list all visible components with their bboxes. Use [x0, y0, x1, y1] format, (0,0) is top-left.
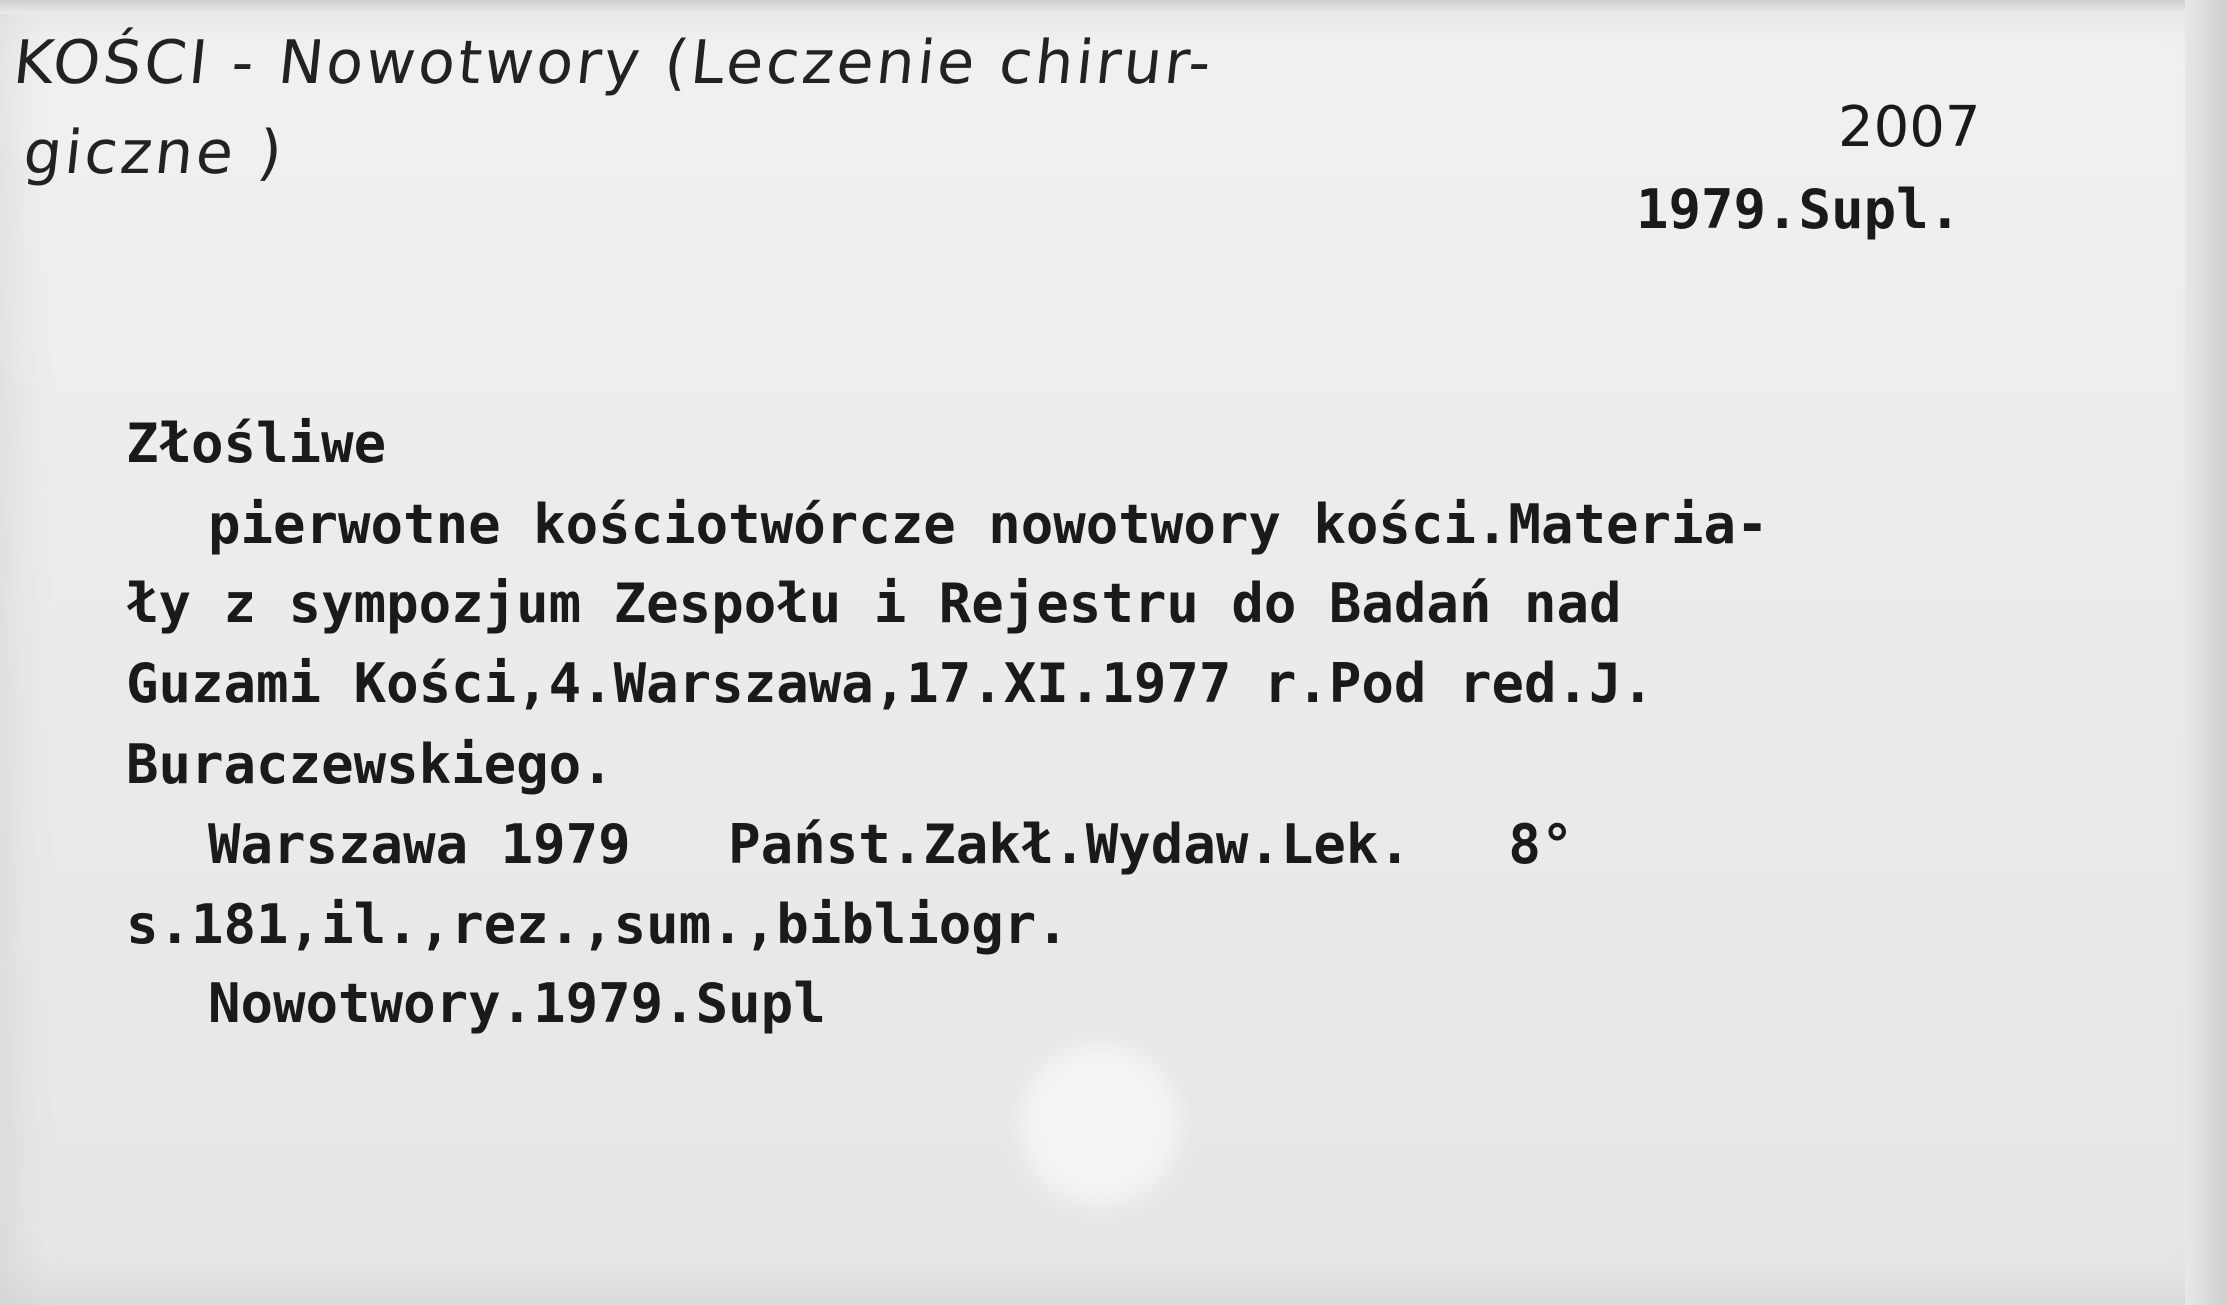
entry-line-3: Guzami Kości,4.Warszawa,17.XI.1977 r.Pod red.J.: [126, 652, 1655, 715]
entry-line-7: Nowotwory.1979.Supl: [208, 972, 826, 1035]
paper-light-spot: [1020, 1045, 1180, 1205]
heading-line-1: KOŚCI - Nowotwory (Leczenie chirur-: [10, 28, 1218, 98]
subject-heading: Złośliwe: [126, 412, 387, 475]
entry-line-2: ły z sympozjum Zespołu i Rejestru do Badań nad: [126, 572, 1622, 635]
entry-line-4: Buraczewskiego.: [126, 733, 614, 796]
reference-source: 1979.Supl.: [1636, 178, 1962, 241]
card-top-edge: [0, 0, 2227, 14]
entry-line-5: Warszawa 1979 Państ.Zakł.Wydaw.Lek. 8°: [208, 813, 1574, 876]
reference-number: 2007: [1838, 95, 1981, 160]
heading-line-2: giczne ): [20, 118, 289, 188]
entry-line-6: s.181,il.,rez.,sum.,bibliogr.: [126, 893, 1069, 956]
entry-line-1: pierwotne kościotwórcze nowotwory kości.Materia-: [208, 493, 1769, 556]
card-right-edge: [2185, 0, 2227, 1305]
